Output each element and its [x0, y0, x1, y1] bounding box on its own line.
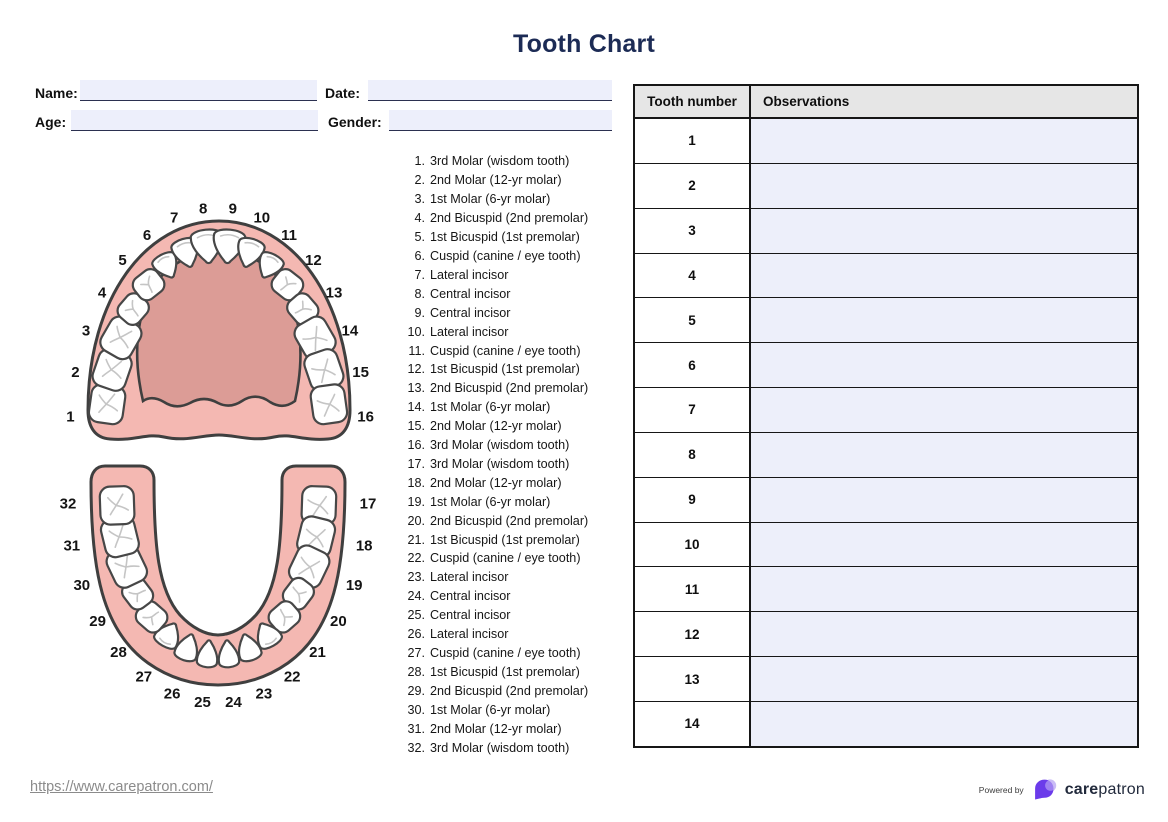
tooth-number-cell: 8	[635, 433, 751, 477]
date-input[interactable]	[368, 80, 612, 101]
tooth-list-number: 10.	[407, 324, 425, 339]
table-header-row	[635, 86, 1137, 119]
observation-cell[interactable]	[751, 433, 1137, 477]
tooth-list-name: Lateral incisor	[430, 324, 509, 339]
tooth-list-name: 1st Molar (6-yr molar)	[430, 400, 551, 415]
upper-tooth-label-14: 14	[341, 322, 359, 340]
tooth-list-item	[398, 606, 588, 625]
tooth-list-number: 18.	[407, 475, 425, 490]
tooth-list-name: Lateral incisor	[430, 627, 509, 642]
tooth-list-number: 5.	[414, 230, 425, 245]
tooth-list-item	[398, 265, 588, 284]
observation-cell[interactable]	[751, 523, 1137, 567]
tooth-list-item	[398, 190, 588, 209]
upper-tooth-label-10: 10	[253, 209, 271, 227]
upper-tooth-label-6: 6	[142, 226, 152, 244]
lower-tooth-label-21: 21	[309, 644, 326, 662]
tooth-list-name: 1st Bicuspid (1st premolar)	[430, 532, 580, 547]
dental-arches-diagram	[40, 195, 390, 715]
tooth-list-number: 31.	[407, 721, 425, 736]
tooth-list-number: 29.	[407, 683, 425, 698]
tooth-list-item	[398, 209, 588, 228]
powered-by-block	[979, 776, 1145, 804]
tooth-list-name: 2nd Molar (12-yr molar)	[430, 721, 562, 736]
upper-tooth-label-12: 12	[305, 252, 322, 270]
tooth-list-name: 2nd Molar (12-yr molar)	[430, 419, 562, 434]
lower-tooth-label-17: 17	[359, 495, 377, 513]
observation-cell[interactable]	[751, 612, 1137, 656]
tooth-list-item	[398, 511, 588, 530]
lower-tooth-label-18: 18	[355, 537, 373, 555]
observation-cell[interactable]	[751, 209, 1137, 253]
tooth-list-item	[398, 171, 588, 190]
tooth-list-number: 14.	[407, 400, 425, 415]
tooth-list-number: 32.	[407, 740, 425, 755]
tooth-list-number: 22.	[407, 551, 425, 566]
tooth-list-number: 25.	[407, 608, 425, 623]
tooth-list-item	[398, 662, 588, 681]
age-label: Age:	[35, 114, 67, 130]
observation-cell[interactable]	[751, 254, 1137, 298]
tooth-list-name: 1st Bicuspid (1st premolar)	[430, 664, 580, 679]
tooth-list-name: Central incisor	[430, 608, 511, 623]
tooth-list-number: 16.	[407, 438, 425, 453]
lower-tooth-label-23: 23	[255, 685, 273, 703]
upper-tooth-label-15: 15	[352, 364, 369, 382]
tooth-list-number: 6.	[414, 248, 425, 263]
tooth-number-cell: 14	[635, 702, 751, 746]
page-title: Tooth Chart	[513, 30, 655, 58]
tooth-list-name: Cuspid (canine / eye tooth)	[430, 343, 581, 358]
tooth-list-name: 3rd Molar (wisdom tooth)	[430, 154, 570, 169]
tooth-list-item	[398, 568, 588, 587]
tooth-list-name: 1st Bicuspid (1st premolar)	[430, 362, 580, 377]
table-row	[635, 342, 1137, 387]
tooth-number-cell: 5	[635, 298, 751, 342]
tooth-list-name: Central incisor	[430, 286, 511, 301]
upper-tooth-label-16: 16	[357, 408, 374, 426]
tooth-list-name: Lateral incisor	[430, 570, 509, 585]
tooth-list-number: 19.	[407, 494, 425, 509]
tooth-list-number: 2.	[414, 173, 425, 188]
observation-cell[interactable]	[751, 567, 1137, 611]
lower-tooth-label-25: 25	[194, 694, 211, 712]
tooth-list-item	[398, 303, 588, 322]
tooth-list-item	[398, 247, 588, 266]
tooth-list-name: Central incisor	[430, 589, 511, 604]
tooth-list-number: 11.	[408, 343, 425, 358]
table-row	[635, 253, 1137, 298]
name-input[interactable]	[80, 80, 317, 101]
age-input[interactable]	[71, 110, 318, 131]
lower-tooth-label-26: 26	[163, 685, 181, 703]
tooth-number-cell: 12	[635, 612, 751, 656]
tooth-list-name: 3rd Molar (wisdom tooth)	[430, 456, 570, 471]
tooth-list-item	[398, 644, 588, 663]
table-row	[635, 432, 1137, 477]
table-row	[635, 566, 1137, 611]
table-row	[635, 656, 1137, 701]
tooth-list-number: 17.	[407, 456, 425, 471]
tooth-list-number: 8.	[414, 286, 425, 301]
tooth-list-item	[398, 455, 588, 474]
table-row	[635, 477, 1137, 522]
carepatron-logo-icon	[1031, 777, 1058, 803]
tooth-number-cell: 9	[635, 478, 751, 522]
observations-table	[633, 84, 1139, 748]
lower-tooth-label-29: 29	[89, 613, 106, 631]
tooth-list-item	[398, 398, 588, 417]
tooth-list-number: 9.	[414, 305, 425, 320]
tooth-list-name: Lateral incisor	[430, 267, 509, 282]
tooth-list-name: 3rd Molar (wisdom tooth)	[430, 438, 570, 453]
tooth-list-item	[398, 379, 588, 398]
observation-cell[interactable]	[751, 298, 1137, 342]
tooth-list-name: 3rd Molar (wisdom tooth)	[430, 740, 570, 755]
tooth-list-item	[398, 700, 588, 719]
tooth-list-number: 20.	[407, 513, 425, 528]
lower-tooth-32	[99, 486, 134, 525]
tooth-list-item	[398, 436, 588, 455]
upper-tooth-label-7: 7	[170, 209, 179, 227]
powered-by-label: Powered by	[978, 785, 1024, 795]
tooth-list-name: 2nd Bicuspid (2nd premolar)	[430, 513, 589, 528]
tooth-number-cell: 2	[635, 164, 751, 208]
tooth-number-cell: 11	[635, 567, 751, 611]
tooth-list-item	[398, 549, 588, 568]
observation-cell[interactable]	[751, 164, 1137, 208]
tooth-list-number: 4.	[414, 211, 425, 226]
tooth-number-cell: 6	[635, 343, 751, 387]
upper-tooth-label-2: 2	[71, 364, 80, 382]
tooth-list-number: 1.	[414, 154, 425, 169]
tooth-number-cell: 7	[635, 388, 751, 432]
lower-tooth-label-20: 20	[330, 613, 347, 631]
tooth-list-item	[398, 360, 588, 379]
tooth-list	[398, 152, 588, 757]
tooth-list-item	[398, 738, 588, 757]
table-row	[635, 163, 1137, 208]
carepatron-link[interactable]: https://www.carepatron.com/	[30, 779, 213, 795]
table-row	[635, 701, 1137, 746]
tooth-list-name: 2nd Bicuspid (2nd premolar)	[430, 381, 589, 396]
lower-tooth-label-24: 24	[225, 694, 242, 712]
tooth-number-cell: 1	[635, 119, 751, 163]
tooth-list-number: 28.	[407, 664, 425, 679]
table-row	[635, 522, 1137, 567]
lower-tooth-label-30: 30	[73, 577, 91, 595]
tooth-list-number: 27.	[407, 646, 425, 661]
upper-tooth-label-13: 13	[325, 284, 343, 302]
tooth-list-name: 2nd Molar (12-yr molar)	[430, 173, 562, 188]
upper-tooth-label-4: 4	[97, 284, 107, 302]
tooth-list-number: 15.	[407, 419, 425, 434]
lower-tooth-label-22: 22	[283, 668, 301, 686]
observation-cell[interactable]	[751, 657, 1137, 701]
tooth-list-number: 26.	[407, 627, 425, 642]
tooth-list-item	[398, 719, 588, 738]
tooth-list-name: 1st Molar (6-yr molar)	[430, 192, 551, 207]
tooth-number-cell: 13	[635, 657, 751, 701]
observation-cell[interactable]	[751, 119, 1137, 163]
lower-tooth-label-32: 32	[59, 495, 77, 513]
lower-tooth-label-19: 19	[345, 577, 363, 595]
tooth-list-item	[398, 587, 588, 606]
tooth-list-number: 13.	[407, 381, 425, 396]
tooth-list-number: 12.	[407, 362, 425, 377]
tooth-list-name: 1st Bicuspid (1st premolar)	[430, 230, 580, 245]
tooth-list-name: 2nd Molar (12-yr molar)	[430, 475, 562, 490]
tooth-list-number: 3.	[414, 192, 425, 207]
table-row	[635, 297, 1137, 342]
tooth-list-name: 2nd Bicuspid (2nd premolar)	[430, 211, 589, 226]
observation-cell[interactable]	[751, 343, 1137, 387]
tooth-list-number: 23.	[407, 570, 425, 585]
table-row	[635, 611, 1137, 656]
upper-tooth-label-3: 3	[81, 322, 91, 340]
tooth-list-item	[398, 228, 588, 247]
tooth-list-item	[398, 530, 588, 549]
tooth-list-item	[398, 284, 588, 303]
tooth-list-item	[398, 492, 588, 511]
upper-tooth-label-9: 9	[228, 200, 237, 218]
tooth-list-item	[398, 681, 588, 700]
tooth-list-name: Cuspid (canine / eye tooth)	[430, 248, 581, 263]
upper-tooth-label-5: 5	[118, 252, 127, 270]
table-row	[635, 387, 1137, 432]
carepatron-wordmark: carepatron	[1064, 781, 1145, 798]
tooth-number-cell: 10	[635, 523, 751, 567]
tooth-number-header: Tooth number	[635, 86, 751, 117]
tooth-list-item	[398, 152, 588, 171]
tooth-list-item	[398, 473, 588, 492]
lower-tooth-label-28: 28	[110, 644, 127, 662]
tooth-list-item	[398, 417, 588, 436]
tooth-list-name: 1st Molar (6-yr molar)	[430, 494, 551, 509]
date-label: Date:	[325, 85, 361, 101]
table-row	[635, 119, 1137, 163]
gender-label: Gender:	[328, 114, 382, 130]
tooth-number-cell: 3	[635, 209, 751, 253]
observation-cell[interactable]	[751, 478, 1137, 522]
tooth-list-number: 7.	[414, 267, 425, 282]
upper-tooth-label-11: 11	[281, 226, 297, 244]
gender-input[interactable]	[389, 110, 612, 131]
observation-cell[interactable]	[751, 388, 1137, 432]
upper-tooth-16	[309, 383, 348, 425]
tooth-list-name: Cuspid (canine / eye tooth)	[430, 551, 581, 566]
tooth-list-name: 1st Molar (6-yr molar)	[430, 702, 551, 717]
lower-tooth-label-31: 31	[63, 537, 81, 555]
table-body	[635, 119, 1137, 746]
upper-tooth-label-1: 1	[66, 408, 75, 426]
tooth-list-item	[398, 625, 588, 644]
table-row	[635, 208, 1137, 253]
tooth-list-number: 24.	[407, 589, 425, 604]
name-label: Name:	[35, 85, 78, 101]
tooth-number-cell: 4	[635, 254, 751, 298]
tooth-list-name: Central incisor	[430, 305, 511, 320]
observations-header: Observations	[763, 94, 850, 109]
tooth-list-number: 21.	[407, 532, 425, 547]
upper-tooth-label-8: 8	[199, 200, 208, 218]
tooth-list-name: 2nd Bicuspid (2nd premolar)	[430, 683, 589, 698]
tooth-list-name: Cuspid (canine / eye tooth)	[430, 646, 581, 661]
tooth-list-item	[398, 341, 588, 360]
observation-cell[interactable]	[751, 702, 1137, 746]
tooth-list-item	[398, 322, 588, 341]
lower-tooth-label-27: 27	[135, 668, 153, 686]
tooth-list-number: 30.	[407, 702, 425, 717]
